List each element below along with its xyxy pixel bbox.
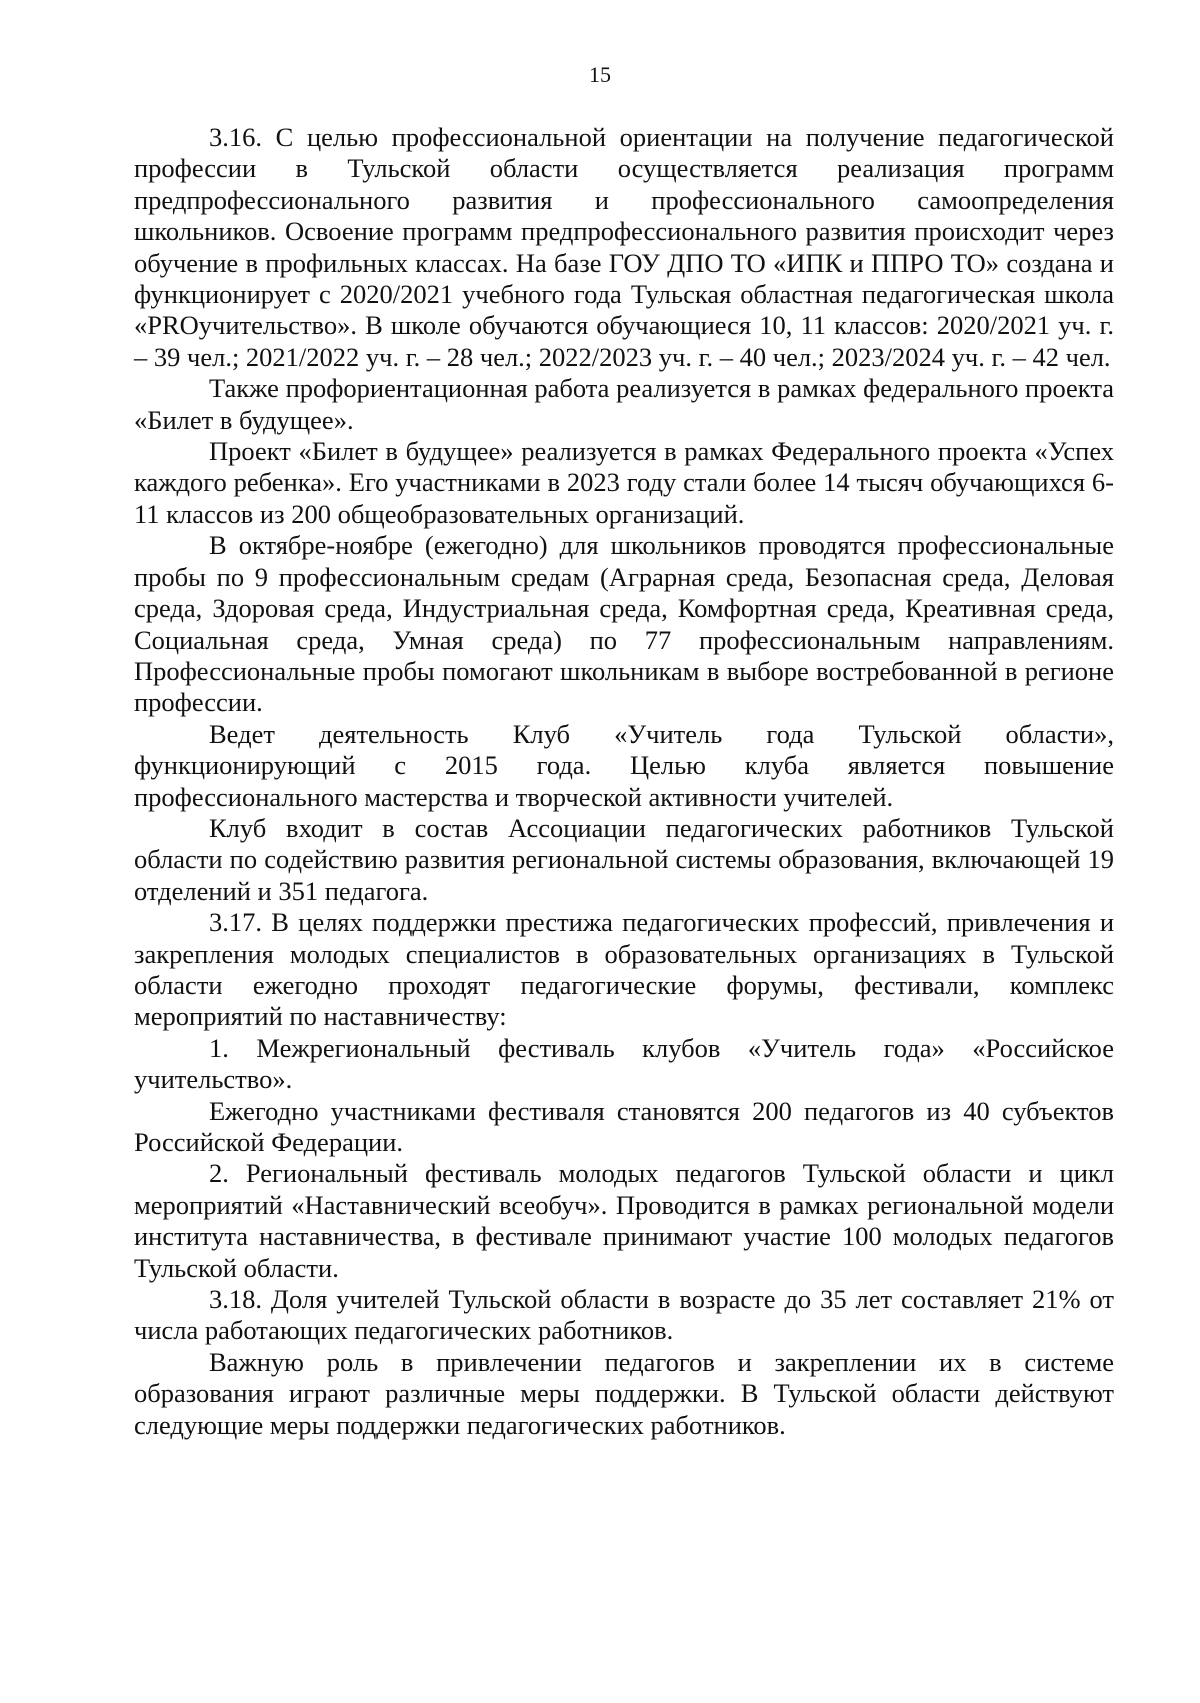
paragraph-3-17: 3.17. В целях поддержки престижа педагогических профессий, привлечения и закрепления молодых специалистов в образовательных организациях в Тульской области ежегодно проходят педагогические форумы, фестивали, комплекс мероприятий по наставничеству: [134,907,1114,1032]
paragraph-professional-trials: В октябре-ноябре (ежегодно) для школьников проводятся профессиональные пробы по 9 профессиональным средам (Аграрная среда, Безопасная среда, Деловая среда, Здоровая среда, Индустриальная среда, Комфортная среда, Креативная среда, Социальная среда, Умная среда) по 77 профессиональным направлениям. Профессиональные пробы помогают школьникам в выборе востребованной в регионе профессии. [134,530,1114,718]
paragraph-3-16: 3.16. С целью профессиональной ориентации на получение педагогической профессии в Тульской области осуществляется реализация программ предпрофессионального развития и профессионального самоопределения школьников. Освоение программ предпрофессионального развития происходит через обучение в профильных классах. На базе ГОУ ДПО ТО «ИПК и ППРО ТО» создана и функционирует с 2020/2021 учебного года Тульская областная педагогическая школа «PROучительство». В школе обучаются обучающиеся 10, 11 классов: 2020/2021 уч. г. – 39 чел.; 2021/2022 уч. г. – 28 чел.; 2022/2023 уч. г. – 40 чел.; 2023/2024 уч. г. – 42 чел. [134,122,1114,372]
list-item-1: 1. Межрегиональный фестиваль клубов «Учитель года» «Российское учительство». [134,1032,1114,1095]
list-item-2: 2. Региональный фестиваль молодых педагогов Тульской области и цикл мероприятий «Наставнический всеобуч». Проводится в рамках региональной модели института наставничества, в фестивале принимают участие 100 молодых педагогов Тульской области. [134,1158,1114,1283]
paragraph-career-guidance: Также профориентационная работа реализуется в рамках федерального проекта «Билет в будущее». [134,373,1114,435]
paragraph-club-association: Клуб входит в состав Ассоциации педагогических работников Тульской области по содействию развития региональной системы образования, включающей 19 отделений и 351 педагога. [134,812,1114,906]
document-body [134,122,1114,1441]
paragraph-teacher-club: Ведет деятельность Клуб «Учитель года Тульской области», функционирующий с 2015 года. Целью клуба является повышение профессионального мастерства и творческой активности учителей. [134,718,1114,812]
page-number: 15 [589,62,611,87]
paragraph-support-measures: Важную роль в привлечении педагогов и закреплении их в системе образования играют различные меры поддержки. В Тульской области действуют следующие меры поддержки педагогических работников. [134,1346,1114,1440]
paragraph-3-18: 3.18. Доля учителей Тульской области в возрасте до 35 лет составляет 21% от числа работающих педагогических работников. [134,1284,1114,1346]
paragraph-ticket-to-future: Проект «Билет в будущее» реализуется в рамках Федерального проекта «Успех каждого ребенка». Его участниками в 2023 году стали более 14 тысяч обучающихся 6-11 классов из 200 общеобразовательных организаций. [134,436,1114,529]
paragraph-festival-participants: Ежегодно участниками фестиваля становятся 200 педагогов из 40 субъектов Российской Федерации. [134,1095,1114,1157]
